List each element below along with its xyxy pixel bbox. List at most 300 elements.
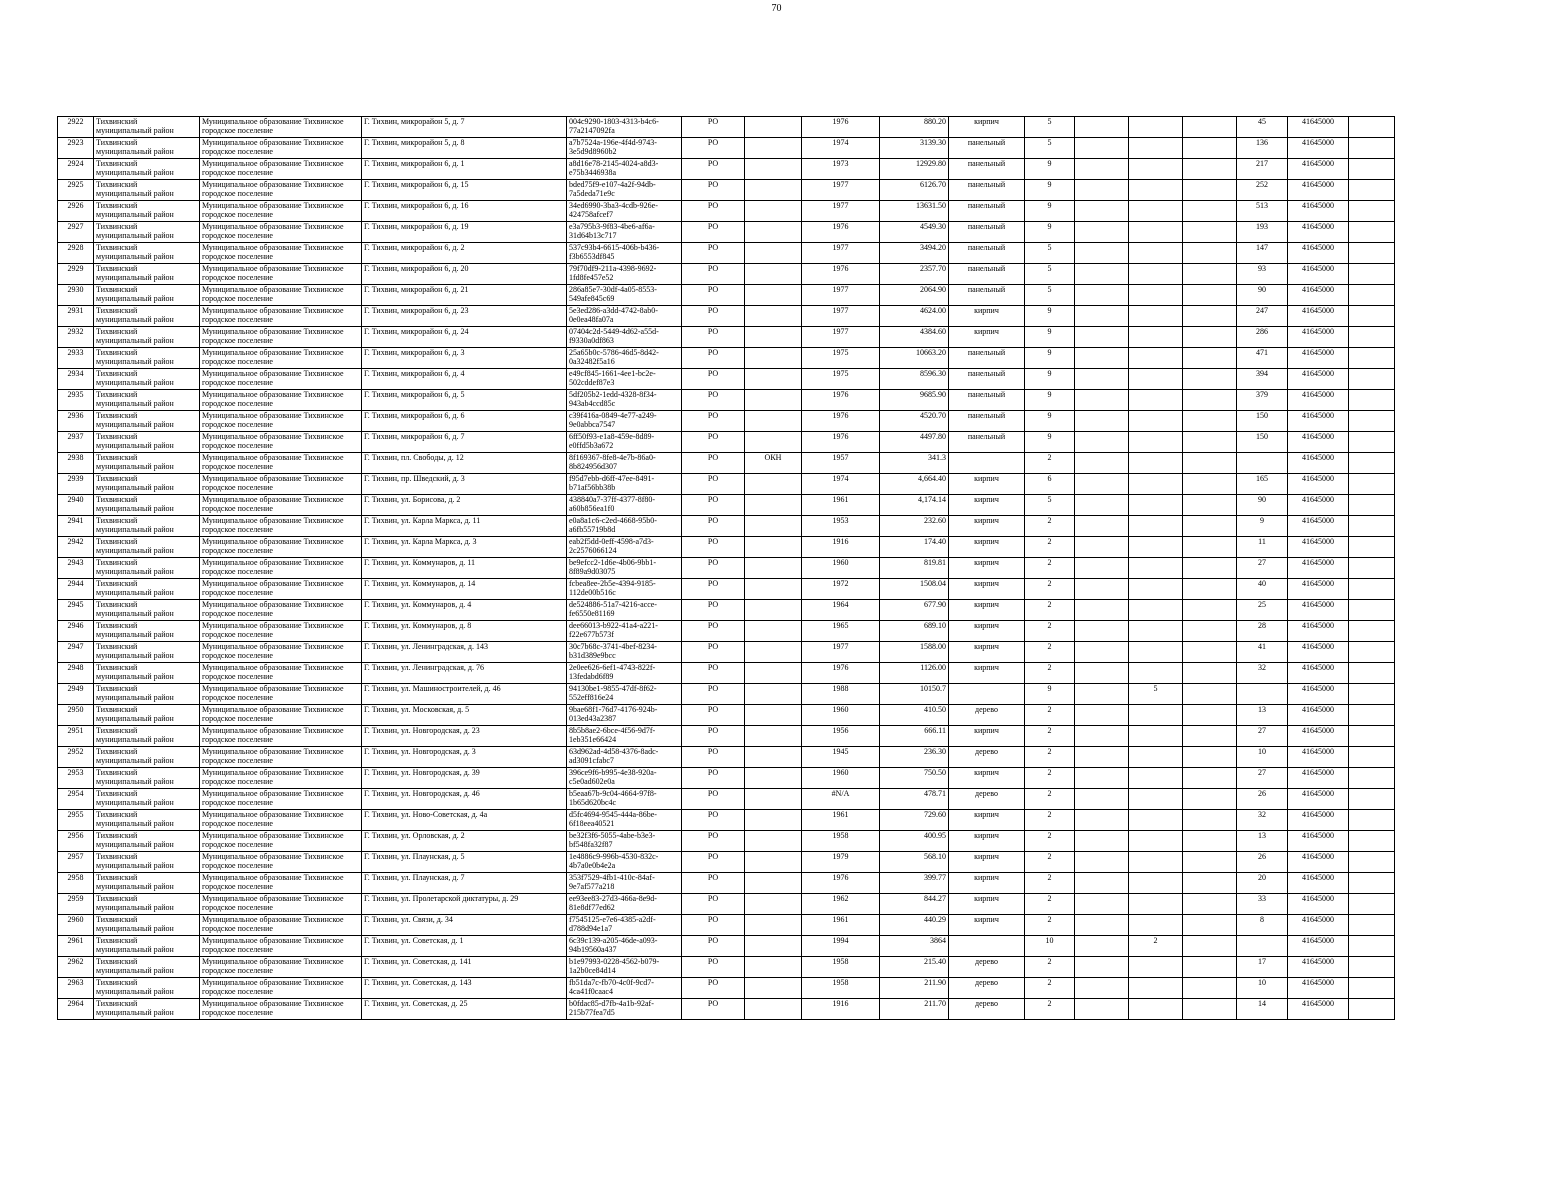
oktmo-cell: 41645000 — [1288, 348, 1349, 369]
table-row — [58, 243, 1395, 264]
year-built-cell: 1977 — [802, 306, 880, 327]
table-row — [58, 978, 1395, 999]
entrances-cell — [1129, 600, 1183, 621]
table-row — [58, 747, 1395, 768]
units-cell: 45 — [1237, 117, 1288, 138]
empty-cell-b — [1183, 411, 1237, 432]
empty-cell-c — [1349, 348, 1395, 369]
units-cell: 471 — [1237, 348, 1288, 369]
empty-cell-c — [1349, 558, 1395, 579]
program-cell: РО — [682, 474, 745, 495]
table-row — [58, 873, 1395, 894]
table-row — [58, 915, 1395, 936]
units-cell: 93 — [1237, 264, 1288, 285]
row-number: 2944 — [58, 579, 94, 600]
row-number: 2953 — [58, 768, 94, 789]
heritage-cell — [745, 432, 802, 453]
municipality-cell: Муниципальное образование Тихвинское городское поселение — [200, 852, 362, 873]
empty-cell-b — [1183, 138, 1237, 159]
heritage-cell — [745, 243, 802, 264]
municipality-cell: Муниципальное образование Тихвинское городское поселение — [200, 516, 362, 537]
empty-cell-a — [1075, 831, 1129, 852]
house-guid-cell: 25a65b0c-5786-46d5-8d42- 0a32482f5a16 — [567, 348, 682, 369]
row-number: 2926 — [58, 201, 94, 222]
empty-cell-a — [1075, 999, 1129, 1020]
district-cell: Тихвинский муниципальный район — [94, 915, 200, 936]
wall-material-cell: панельный — [949, 264, 1025, 285]
heritage-cell — [745, 810, 802, 831]
year-built-cell: 1976 — [802, 873, 880, 894]
house-guid-cell: be32f3f6-5055-4abe-b3e3- bf548fa32f87 — [567, 831, 682, 852]
table-row — [58, 642, 1395, 663]
row-number: 2957 — [58, 852, 94, 873]
year-built-cell: 1976 — [802, 222, 880, 243]
year-built-cell: 1958 — [802, 957, 880, 978]
wall-material-cell: кирпич — [949, 579, 1025, 600]
empty-cell-a — [1075, 180, 1129, 201]
units-cell: 32 — [1237, 663, 1288, 684]
heritage-cell — [745, 474, 802, 495]
address-cell: Г. Тихвин, ул. Новгородская, д. 23 — [362, 726, 567, 747]
empty-cell-c — [1349, 936, 1395, 957]
empty-cell-a — [1075, 369, 1129, 390]
oktmo-cell: 41645000 — [1288, 999, 1349, 1020]
empty-cell-b — [1183, 243, 1237, 264]
oktmo-cell: 41645000 — [1288, 495, 1349, 516]
area-cell: 232.60 — [880, 516, 949, 537]
heritage-cell — [745, 642, 802, 663]
table-row — [58, 117, 1395, 138]
address-cell: Г. Тихвин, ул. Плаунская, д. 7 — [362, 873, 567, 894]
area-cell: 880.20 — [880, 117, 949, 138]
empty-cell-b — [1183, 768, 1237, 789]
entrances-cell — [1129, 642, 1183, 663]
empty-cell-c — [1349, 138, 1395, 159]
table-row — [58, 663, 1395, 684]
district-cell: Тихвинский муниципальный район — [94, 579, 200, 600]
heritage-cell — [745, 348, 802, 369]
oktmo-cell: 41645000 — [1288, 306, 1349, 327]
oktmo-cell: 41645000 — [1288, 411, 1349, 432]
units-cell: 27 — [1237, 558, 1288, 579]
entrances-cell — [1129, 957, 1183, 978]
wall-material-cell: кирпич — [949, 600, 1025, 621]
empty-cell-b — [1183, 180, 1237, 201]
year-built-cell: 1972 — [802, 579, 880, 600]
address-cell: Г. Тихвин, ул. Машиностроителей, д. 46 — [362, 684, 567, 705]
entrances-cell — [1129, 348, 1183, 369]
year-built-cell: 1962 — [802, 894, 880, 915]
house-guid-cell: b0fdac85-d7fb-4a1b-92af- 215b77fea7d5 — [567, 999, 682, 1020]
house-guid-cell: 63d962ad-4d58-4376-8adc- ad3091cfabc7 — [567, 747, 682, 768]
municipality-cell: Муниципальное образование Тихвинское городское поселение — [200, 936, 362, 957]
table-row — [58, 348, 1395, 369]
oktmo-cell: 41645000 — [1288, 831, 1349, 852]
empty-cell-c — [1349, 222, 1395, 243]
address-cell: Г. Тихвин, микрорайон 6, д. 23 — [362, 306, 567, 327]
heritage-cell — [745, 159, 802, 180]
units-cell: 41 — [1237, 642, 1288, 663]
wall-material-cell: кирпич — [949, 537, 1025, 558]
area-cell: 400.95 — [880, 831, 949, 852]
year-built-cell: 1976 — [802, 390, 880, 411]
floors-cell: 9 — [1025, 432, 1075, 453]
address-cell: Г. Тихвин, микрорайон 6, д. 4 — [362, 369, 567, 390]
house-guid-cell: fcbea8ee-2b5e-4394-9185- 112de00b516c — [567, 579, 682, 600]
empty-cell-b — [1183, 936, 1237, 957]
area-cell: 174.40 — [880, 537, 949, 558]
floors-cell: 2 — [1025, 999, 1075, 1020]
empty-cell-b — [1183, 894, 1237, 915]
program-cell: РО — [682, 915, 745, 936]
house-guid-cell: b5eaa67b-9c04-4664-97f8- 1b65d620bc4c — [567, 789, 682, 810]
year-built-cell: 1961 — [802, 810, 880, 831]
empty-cell-b — [1183, 957, 1237, 978]
row-number: 2927 — [58, 222, 94, 243]
house-guid-cell: c39f416a-0849-4e77-a249- 9e0abbca7547 — [567, 411, 682, 432]
program-cell: РО — [682, 852, 745, 873]
area-cell: 6126.70 — [880, 180, 949, 201]
table-row — [58, 411, 1395, 432]
oktmo-cell: 41645000 — [1288, 117, 1349, 138]
empty-cell-b — [1183, 222, 1237, 243]
area-cell: 844.27 — [880, 894, 949, 915]
row-number: 2958 — [58, 873, 94, 894]
address-cell: Г. Тихвин, ул. Плаунская, д. 5 — [362, 852, 567, 873]
house-guid-cell: d5fc4694-9545-444a-86be- 6f18eea40521 — [567, 810, 682, 831]
entrances-cell — [1129, 747, 1183, 768]
empty-cell-a — [1075, 852, 1129, 873]
house-guid-cell: dee66013-b922-41a4-a221- f22e677b573f — [567, 621, 682, 642]
entrances-cell — [1129, 873, 1183, 894]
wall-material-cell: кирпич — [949, 474, 1025, 495]
units-cell: 14 — [1237, 999, 1288, 1020]
empty-cell-c — [1349, 201, 1395, 222]
units-cell: 28 — [1237, 621, 1288, 642]
house-guid-cell: 286a85e7-30df-4a05-8553- 549afe845c69 — [567, 285, 682, 306]
oktmo-cell: 41645000 — [1288, 138, 1349, 159]
empty-cell-c — [1349, 726, 1395, 747]
area-cell: 399.77 — [880, 873, 949, 894]
empty-cell-a — [1075, 705, 1129, 726]
house-guid-cell: be9efcc2-1d6e-4b06-9bb1- 8f89a9d03075 — [567, 558, 682, 579]
floors-cell: 5 — [1025, 117, 1075, 138]
floors-cell: 9 — [1025, 369, 1075, 390]
heritage-cell — [745, 621, 802, 642]
heritage-cell — [745, 180, 802, 201]
year-built-cell: 1916 — [802, 537, 880, 558]
heritage-cell — [745, 600, 802, 621]
address-cell: Г. Тихвин, ул. Коммунаров, д. 14 — [362, 579, 567, 600]
program-cell: РО — [682, 873, 745, 894]
municipality-cell: Муниципальное образование Тихвинское городское поселение — [200, 621, 362, 642]
address-cell: Г. Тихвин, микрорайон 6, д. 1 — [362, 159, 567, 180]
empty-cell-b — [1183, 600, 1237, 621]
wall-material-cell: кирпич — [949, 621, 1025, 642]
year-built-cell: 1976 — [802, 432, 880, 453]
empty-cell-c — [1349, 369, 1395, 390]
row-number: 2930 — [58, 285, 94, 306]
units-cell: 513 — [1237, 201, 1288, 222]
empty-cell-c — [1349, 831, 1395, 852]
heritage-cell — [745, 264, 802, 285]
wall-material-cell: дерево — [949, 957, 1025, 978]
floors-cell: 2 — [1025, 579, 1075, 600]
row-number: 2951 — [58, 726, 94, 747]
row-number: 2964 — [58, 999, 94, 1020]
area-cell: 440.29 — [880, 915, 949, 936]
units-cell: 20 — [1237, 873, 1288, 894]
empty-cell-b — [1183, 579, 1237, 600]
district-cell: Тихвинский муниципальный район — [94, 264, 200, 285]
program-cell: РО — [682, 243, 745, 264]
units-cell: 379 — [1237, 390, 1288, 411]
entrances-cell — [1129, 453, 1183, 474]
empty-cell-c — [1349, 285, 1395, 306]
program-cell: РО — [682, 285, 745, 306]
year-built-cell: #N/A — [802, 789, 880, 810]
district-cell: Тихвинский муниципальный район — [94, 495, 200, 516]
municipality-cell: Муниципальное образование Тихвинское городское поселение — [200, 453, 362, 474]
program-cell: РО — [682, 600, 745, 621]
municipality-cell: Муниципальное образование Тихвинское городское поселение — [200, 222, 362, 243]
area-cell: 729.60 — [880, 810, 949, 831]
house-guid-cell: 5df205b2-1edd-4328-8f34- 943ab4ccd85c — [567, 390, 682, 411]
year-built-cell: 1960 — [802, 768, 880, 789]
table-row — [58, 327, 1395, 348]
program-cell: РО — [682, 348, 745, 369]
house-guid-cell: 8b5b8ae2-6bce-4f56-9d7f- 1eb351e66424 — [567, 726, 682, 747]
units-cell: 90 — [1237, 495, 1288, 516]
table-row — [58, 768, 1395, 789]
heritage-cell — [745, 726, 802, 747]
entrances-cell — [1129, 915, 1183, 936]
heritage-cell — [745, 684, 802, 705]
oktmo-cell: 41645000 — [1288, 243, 1349, 264]
district-cell: Тихвинский муниципальный район — [94, 327, 200, 348]
year-built-cell: 1994 — [802, 936, 880, 957]
entrances-cell — [1129, 201, 1183, 222]
floors-cell: 5 — [1025, 243, 1075, 264]
district-cell: Тихвинский муниципальный район — [94, 474, 200, 495]
empty-cell-b — [1183, 558, 1237, 579]
empty-cell-a — [1075, 789, 1129, 810]
units-cell: 11 — [1237, 537, 1288, 558]
units-cell — [1237, 684, 1288, 705]
address-cell: Г. Тихвин, ул. Карла Маркса, д. 11 — [362, 516, 567, 537]
program-cell: РО — [682, 768, 745, 789]
program-cell: РО — [682, 894, 745, 915]
address-cell: Г. Тихвин, микрорайон 5, д. 7 — [362, 117, 567, 138]
table-row — [58, 936, 1395, 957]
entrances-cell — [1129, 726, 1183, 747]
row-number: 2956 — [58, 831, 94, 852]
units-cell: 252 — [1237, 180, 1288, 201]
table-row — [58, 264, 1395, 285]
entrances-cell — [1129, 285, 1183, 306]
row-number: 2922 — [58, 117, 94, 138]
oktmo-cell: 41645000 — [1288, 705, 1349, 726]
floors-cell: 2 — [1025, 978, 1075, 999]
floors-cell: 5 — [1025, 495, 1075, 516]
wall-material-cell: панельный — [949, 285, 1025, 306]
house-guid-cell: de524886-51a7-4216-acce- fe6550e81169 — [567, 600, 682, 621]
empty-cell-a — [1075, 978, 1129, 999]
floors-cell: 2 — [1025, 516, 1075, 537]
oktmo-cell: 41645000 — [1288, 852, 1349, 873]
housing-registry-table — [57, 116, 1395, 1020]
empty-cell-c — [1349, 894, 1395, 915]
district-cell: Тихвинский муниципальный район — [94, 852, 200, 873]
row-number: 2943 — [58, 558, 94, 579]
municipality-cell: Муниципальное образование Тихвинское городское поселение — [200, 390, 362, 411]
district-cell: Тихвинский муниципальный район — [94, 810, 200, 831]
address-cell: Г. Тихвин, ул. Ленинградская, д. 76 — [362, 663, 567, 684]
municipality-cell: Муниципальное образование Тихвинское городское поселение — [200, 600, 362, 621]
address-cell: Г. Тихвин, ул. Борисова, д. 2 — [362, 495, 567, 516]
empty-cell-b — [1183, 747, 1237, 768]
program-cell: РО — [682, 663, 745, 684]
empty-cell-a — [1075, 453, 1129, 474]
area-cell: 211.70 — [880, 999, 949, 1020]
wall-material-cell — [949, 936, 1025, 957]
address-cell: Г. Тихвин, ул. Ново-Советская, д. 4а — [362, 810, 567, 831]
house-guid-cell: ee93ee83-27d3-466a-8e9d- 81e8df77ed62 — [567, 894, 682, 915]
year-built-cell: 1960 — [802, 558, 880, 579]
units-cell: 9 — [1237, 516, 1288, 537]
oktmo-cell: 41645000 — [1288, 894, 1349, 915]
address-cell: Г. Тихвин, пр. Шведский, д. 3 — [362, 474, 567, 495]
empty-cell-a — [1075, 873, 1129, 894]
oktmo-cell: 41645000 — [1288, 159, 1349, 180]
row-number: 2925 — [58, 180, 94, 201]
empty-cell-c — [1349, 600, 1395, 621]
oktmo-cell: 41645000 — [1288, 369, 1349, 390]
district-cell: Тихвинский муниципальный район — [94, 516, 200, 537]
heritage-cell: ОКН — [745, 453, 802, 474]
year-built-cell: 1977 — [802, 201, 880, 222]
floors-cell: 5 — [1025, 285, 1075, 306]
district-cell: Тихвинский муниципальный район — [94, 831, 200, 852]
oktmo-cell: 41645000 — [1288, 264, 1349, 285]
municipality-cell: Муниципальное образование Тихвинское городское поселение — [200, 705, 362, 726]
year-built-cell: 1974 — [802, 138, 880, 159]
units-cell: 27 — [1237, 768, 1288, 789]
empty-cell-a — [1075, 621, 1129, 642]
program-cell: РО — [682, 327, 745, 348]
table-row — [58, 726, 1395, 747]
wall-material-cell — [949, 453, 1025, 474]
empty-cell-c — [1349, 306, 1395, 327]
wall-material-cell: кирпич — [949, 852, 1025, 873]
area-cell: 4624.00 — [880, 306, 949, 327]
district-cell: Тихвинский муниципальный район — [94, 768, 200, 789]
empty-cell-c — [1349, 537, 1395, 558]
program-cell: РО — [682, 537, 745, 558]
row-number: 2950 — [58, 705, 94, 726]
empty-cell-a — [1075, 432, 1129, 453]
empty-cell-c — [1349, 243, 1395, 264]
program-cell: РО — [682, 264, 745, 285]
municipality-cell: Муниципальное образование Тихвинское городское поселение — [200, 411, 362, 432]
address-cell: Г. Тихвин, ул. Советская, д. 1 — [362, 936, 567, 957]
heritage-cell — [745, 873, 802, 894]
floors-cell: 9 — [1025, 348, 1075, 369]
row-number: 2948 — [58, 663, 94, 684]
heritage-cell — [745, 201, 802, 222]
empty-cell-b — [1183, 285, 1237, 306]
empty-cell-a — [1075, 327, 1129, 348]
table-row — [58, 621, 1395, 642]
area-cell: 4,174.14 — [880, 495, 949, 516]
table-row — [58, 558, 1395, 579]
units-cell: 32 — [1237, 810, 1288, 831]
house-guid-cell: fb51da7c-fb70-4c0f-9cd7- 4ca41f0caac4 — [567, 978, 682, 999]
address-cell: Г. Тихвин, ул. Коммунаров, д. 11 — [362, 558, 567, 579]
year-built-cell: 1977 — [802, 180, 880, 201]
year-built-cell: 1977 — [802, 642, 880, 663]
wall-material-cell: кирпич — [949, 663, 1025, 684]
empty-cell-b — [1183, 495, 1237, 516]
house-guid-cell: f7545125-e7e6-4385-a2df- d788d94e1a7 — [567, 915, 682, 936]
empty-cell-a — [1075, 894, 1129, 915]
table-row — [58, 789, 1395, 810]
address-cell: Г. Тихвин, ул. Коммунаров, д. 8 — [362, 621, 567, 642]
entrances-cell — [1129, 411, 1183, 432]
empty-cell-c — [1349, 789, 1395, 810]
municipality-cell: Муниципальное образование Тихвинское городское поселение — [200, 999, 362, 1020]
entrances-cell — [1129, 180, 1183, 201]
address-cell: Г. Тихвин, ул. Коммунаров, д. 4 — [362, 600, 567, 621]
entrances-cell: 2 — [1129, 936, 1183, 957]
municipality-cell: Муниципальное образование Тихвинское городское поселение — [200, 831, 362, 852]
district-cell: Тихвинский муниципальный район — [94, 726, 200, 747]
oktmo-cell: 41645000 — [1288, 915, 1349, 936]
municipality-cell: Муниципальное образование Тихвинское городское поселение — [200, 201, 362, 222]
entrances-cell — [1129, 495, 1183, 516]
area-cell: 3864 — [880, 936, 949, 957]
empty-cell-c — [1349, 516, 1395, 537]
year-built-cell: 1960 — [802, 705, 880, 726]
empty-cell-a — [1075, 642, 1129, 663]
floors-cell: 2 — [1025, 852, 1075, 873]
program-cell: РО — [682, 621, 745, 642]
program-cell: РО — [682, 936, 745, 957]
empty-cell-b — [1183, 264, 1237, 285]
entrances-cell — [1129, 516, 1183, 537]
wall-material-cell: дерево — [949, 999, 1025, 1020]
row-number: 2932 — [58, 327, 94, 348]
district-cell: Тихвинский муниципальный район — [94, 558, 200, 579]
row-number: 2928 — [58, 243, 94, 264]
row-number: 2959 — [58, 894, 94, 915]
heritage-cell — [745, 516, 802, 537]
empty-cell-a — [1075, 747, 1129, 768]
units-cell: 10 — [1237, 978, 1288, 999]
empty-cell-c — [1349, 159, 1395, 180]
house-guid-cell: 8f169367-8fe8-4e7b-86a0- 8b824956d307 — [567, 453, 682, 474]
program-cell: РО — [682, 957, 745, 978]
district-cell: Тихвинский муниципальный район — [94, 621, 200, 642]
empty-cell-a — [1075, 810, 1129, 831]
empty-cell-a — [1075, 915, 1129, 936]
program-cell: РО — [682, 579, 745, 600]
entrances-cell — [1129, 159, 1183, 180]
empty-cell-a — [1075, 957, 1129, 978]
district-cell: Тихвинский муниципальный район — [94, 138, 200, 159]
district-cell: Тихвинский муниципальный район — [94, 222, 200, 243]
district-cell: Тихвинский муниципальный район — [94, 642, 200, 663]
